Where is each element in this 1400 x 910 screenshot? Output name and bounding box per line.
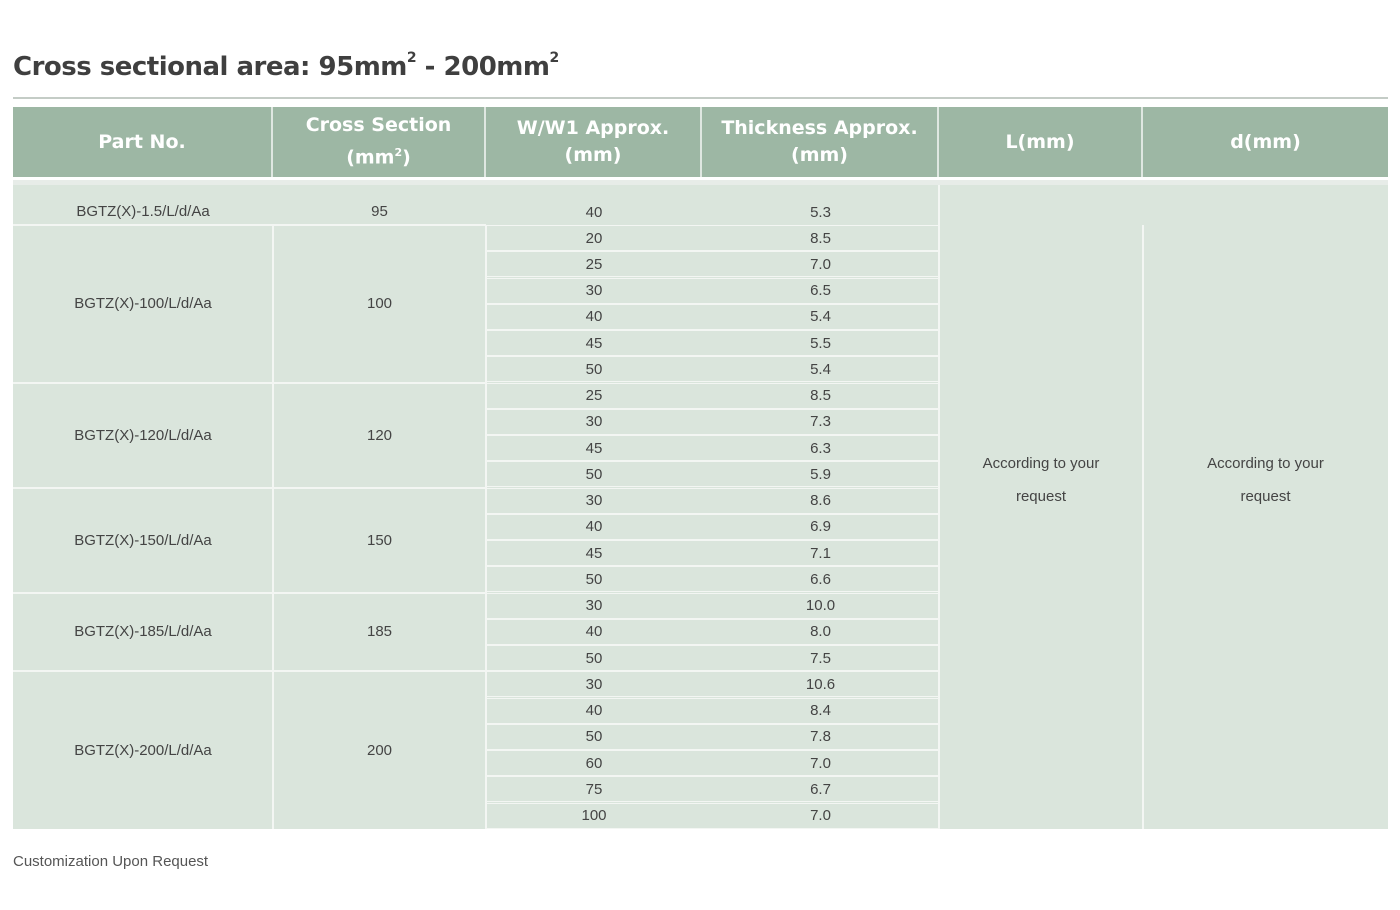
width-cell: 50 <box>585 465 603 483</box>
thickness-cell: 5.4 <box>810 360 831 378</box>
header-width: W/W1 Approx. (mm) <box>486 107 702 177</box>
thickness-cell: 10.0 <box>805 597 836 615</box>
table-body <box>13 185 1388 829</box>
width-cell: 75 <box>585 780 603 798</box>
thickness-cell: 7.0 <box>810 754 831 772</box>
thickness-cell: 7.8 <box>810 728 831 746</box>
cross-section-cell: 95 <box>371 202 388 220</box>
part-number-cell: BGTZ(X)-185/L/d/Aa <box>74 623 212 641</box>
width-cell: 60 <box>585 754 603 772</box>
thickness-cell: 10.6 <box>805 675 836 693</box>
width-cell: 25 <box>585 255 603 273</box>
width-cell: 50 <box>585 360 603 378</box>
column-divider <box>485 225 487 829</box>
thickness-cell: 5.5 <box>810 334 831 352</box>
width-cell: 40 <box>585 308 603 326</box>
thickness-cell: 6.7 <box>810 780 831 798</box>
width-cell: 45 <box>585 544 603 562</box>
cross-section-cell: 200 <box>366 741 393 759</box>
length-value: According to your request <box>982 455 1100 505</box>
thickness-cell: 7.0 <box>810 255 831 273</box>
width-cell: 50 <box>585 649 603 667</box>
width-cell: 30 <box>585 492 603 510</box>
column-divider <box>938 185 940 829</box>
width-cell: 30 <box>585 597 603 615</box>
part-number-cell: BGTZ(X)-100/L/d/Aa <box>74 295 212 313</box>
thickness-cell: 5.3 <box>810 203 831 221</box>
width-cell: 25 <box>585 387 603 405</box>
width-cell: 30 <box>585 413 603 431</box>
thickness-cell: 8.5 <box>810 229 831 247</box>
thickness-cell: 7.3 <box>810 413 831 431</box>
cross-section-cell: 120 <box>366 426 393 444</box>
thickness-cell: 8.5 <box>810 387 831 405</box>
thickness-cell: 6.3 <box>810 439 831 457</box>
page-title: Cross sectional area: $95mm^2 - 200mm^2$ <box>13 50 559 82</box>
diameter-value: According to your request <box>1207 455 1324 505</box>
thickness-cell: 8.4 <box>810 702 831 720</box>
header-thickness: Thickness Approx. (mm) <box>702 107 939 177</box>
part-number-cell: BGTZ(X)-120/L/d/Aa <box>74 426 212 444</box>
width-cell: 45 <box>585 334 603 352</box>
width-cell: 40 <box>585 518 603 536</box>
thickness-cell: 8.6 <box>810 492 831 510</box>
thickness-cell: 5.9 <box>810 465 831 483</box>
thickness-cell: 7.1 <box>810 544 831 562</box>
cross-section-cell: 100 <box>366 295 393 313</box>
header-part-no: Part No. <box>13 107 273 177</box>
thickness-cell: 7.0 <box>810 807 831 825</box>
width-cell: 100 <box>581 807 607 825</box>
width-cell: 40 <box>585 203 603 221</box>
width-cell: 20 <box>585 229 603 247</box>
part-number-cell: BGTZ(X)-150/L/d/Aa <box>74 531 212 549</box>
part-number-cell: BGTZ(X)-200/L/d/Aa <box>74 741 212 759</box>
width-cell: 50 <box>585 728 603 746</box>
thickness-cell: 6.5 <box>810 282 831 300</box>
width-cell: 40 <box>585 623 603 641</box>
thickness-cell: 5.4 <box>810 308 831 326</box>
column-divider <box>272 225 274 829</box>
thickness-cell: 6.6 <box>810 570 831 588</box>
thickness-cell: 7.5 <box>810 649 831 667</box>
width-cell: 30 <box>585 282 603 300</box>
width-cell: 45 <box>585 439 603 457</box>
part-number-cell: BGTZ(X)-1.5/L/d/Aa <box>76 202 210 220</box>
table-header <box>13 107 1388 177</box>
width-cell: 40 <box>585 702 603 720</box>
width-cell: 30 <box>585 675 603 693</box>
thickness-cell: 6.9 <box>810 518 831 536</box>
header-cross-section: Cross Section $(mm^2)$ <box>273 107 486 177</box>
column-divider <box>1142 225 1144 829</box>
cross-section-cell: 150 <box>366 531 393 549</box>
header-diameter: d(mm) <box>1230 130 1301 153</box>
title-divider <box>13 97 1388 99</box>
width-cell: 50 <box>585 570 603 588</box>
thickness-cell: 8.0 <box>810 623 831 641</box>
footer-note: Customization Upon Request <box>13 853 209 870</box>
cross-section-cell: 185 <box>366 623 393 641</box>
header-length: L(mm) <box>939 107 1143 177</box>
